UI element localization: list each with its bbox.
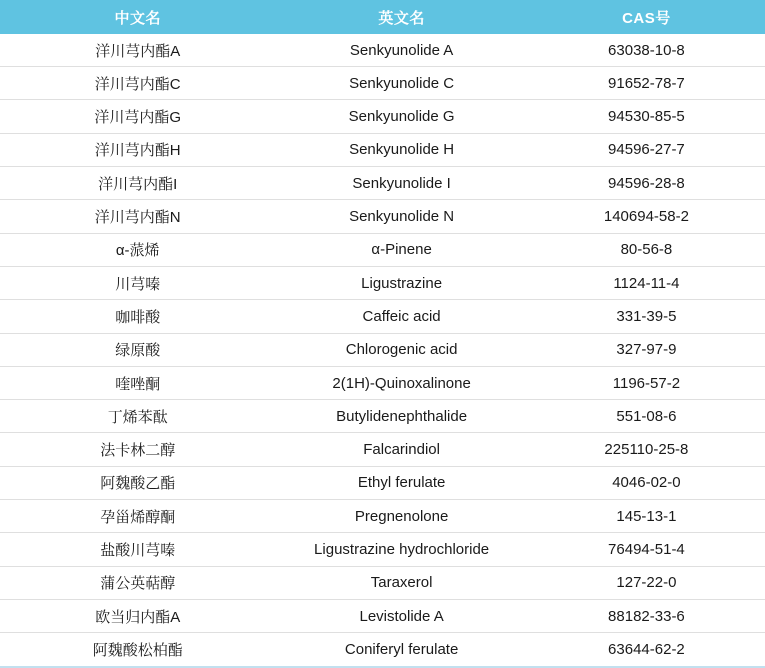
cas-number-cell: 140694-58-2 xyxy=(528,200,765,233)
cas-number-cell: 127-22-0 xyxy=(528,566,765,599)
english-name-cell: Butylidenephthalide xyxy=(275,400,527,433)
cas-number-cell: 1196-57-2 xyxy=(528,366,765,399)
table-row xyxy=(0,266,765,299)
cas-number-cell: 76494-51-4 xyxy=(528,533,765,566)
chinese-name-cell: 盐酸川芎嗪 xyxy=(0,533,275,566)
cas-number-cell: 91652-78-7 xyxy=(528,67,765,100)
english-name-cell: Chlorogenic acid xyxy=(275,333,527,366)
table-row xyxy=(0,100,765,133)
table-row xyxy=(0,300,765,333)
cas-number-cell: 94530-85-5 xyxy=(528,100,765,133)
chinese-name-cell: 洋川芎内酯G xyxy=(0,100,275,133)
table-row xyxy=(0,566,765,599)
table-header xyxy=(0,0,765,34)
table-row xyxy=(0,133,765,166)
table-row xyxy=(0,633,765,667)
header-english-name: 英文名 xyxy=(275,0,527,34)
english-name-cell: Falcarindiol xyxy=(275,433,527,466)
english-name-cell: Ligustrazine xyxy=(275,266,527,299)
cas-number-cell: 94596-27-7 xyxy=(528,133,765,166)
chinese-name-cell: 洋川芎内酯C xyxy=(0,67,275,100)
header-chinese-name: 中文名 xyxy=(0,0,275,34)
english-name-cell: Levistolide A xyxy=(275,600,527,633)
cas-number-cell: 88182-33-6 xyxy=(528,600,765,633)
chinese-name-cell: 川芎嗪 xyxy=(0,266,275,299)
header-cas-number: CAS号 xyxy=(528,0,765,34)
english-name-cell: Senkyunolide I xyxy=(275,166,527,199)
english-name-cell: Ethyl ferulate xyxy=(275,466,527,499)
chinese-name-cell: 欧当归内酯A xyxy=(0,600,275,633)
cas-number-cell: 63644-62-2 xyxy=(528,633,765,667)
chinese-name-cell: 阿魏酸松柏酯 xyxy=(0,633,275,667)
english-name-cell: Coniferyl ferulate xyxy=(275,633,527,667)
header-row xyxy=(0,0,765,34)
table-row xyxy=(0,333,765,366)
table-row xyxy=(0,67,765,100)
english-name-cell: 2(1H)-Quinoxalinone xyxy=(275,366,527,399)
english-name-cell: Senkyunolide A xyxy=(275,34,527,67)
chinese-name-cell: 洋川芎内酯I xyxy=(0,166,275,199)
cas-number-cell: 94596-28-8 xyxy=(528,166,765,199)
table-row xyxy=(0,366,765,399)
cas-number-cell: 551-08-6 xyxy=(528,400,765,433)
chinese-name-cell: 阿魏酸乙酯 xyxy=(0,466,275,499)
table-row xyxy=(0,400,765,433)
cas-number-cell: 63038-10-8 xyxy=(528,34,765,67)
cas-number-cell: 327-97-9 xyxy=(528,333,765,366)
english-name-cell: Senkyunolide C xyxy=(275,67,527,100)
chinese-name-cell: 绿原酸 xyxy=(0,333,275,366)
english-name-cell: Senkyunolide G xyxy=(275,100,527,133)
table-row xyxy=(0,466,765,499)
cas-number-cell: 331-39-5 xyxy=(528,300,765,333)
english-name-cell: α-Pinene xyxy=(275,233,527,266)
table-row xyxy=(0,500,765,533)
chinese-name-cell: 法卡林二醇 xyxy=(0,433,275,466)
cas-number-cell: 80-56-8 xyxy=(528,233,765,266)
chinese-name-cell: 洋川芎内酯N xyxy=(0,200,275,233)
table-row xyxy=(0,34,765,67)
table-row xyxy=(0,166,765,199)
chinese-name-cell: 咖啡酸 xyxy=(0,300,275,333)
table-row xyxy=(0,433,765,466)
english-name-cell: Caffeic acid xyxy=(275,300,527,333)
cas-number-cell: 1124-11-4 xyxy=(528,266,765,299)
cas-number-cell: 4046-02-0 xyxy=(528,466,765,499)
chinese-name-cell: 洋川芎内酯A xyxy=(0,34,275,67)
table-row xyxy=(0,533,765,566)
table-row xyxy=(0,600,765,633)
english-name-cell: Senkyunolide N xyxy=(275,200,527,233)
chinese-name-cell: 洋川芎内酯H xyxy=(0,133,275,166)
chinese-name-cell: 孕甾烯醇酮 xyxy=(0,500,275,533)
english-name-cell: Taraxerol xyxy=(275,566,527,599)
table-row xyxy=(0,233,765,266)
english-name-cell: Ligustrazine hydrochloride xyxy=(275,533,527,566)
chinese-name-cell: α-蒎烯 xyxy=(0,233,275,266)
cas-number-cell: 145-13-1 xyxy=(528,500,765,533)
table-body xyxy=(0,34,765,667)
chinese-name-cell: 丁烯苯酞 xyxy=(0,400,275,433)
cas-number-cell: 225110-25-8 xyxy=(528,433,765,466)
english-name-cell: Senkyunolide H xyxy=(275,133,527,166)
english-name-cell: Pregnenolone xyxy=(275,500,527,533)
chinese-name-cell: 蒲公英萜醇 xyxy=(0,566,275,599)
table-row xyxy=(0,200,765,233)
chinese-name-cell: 喹唑酮 xyxy=(0,366,275,399)
